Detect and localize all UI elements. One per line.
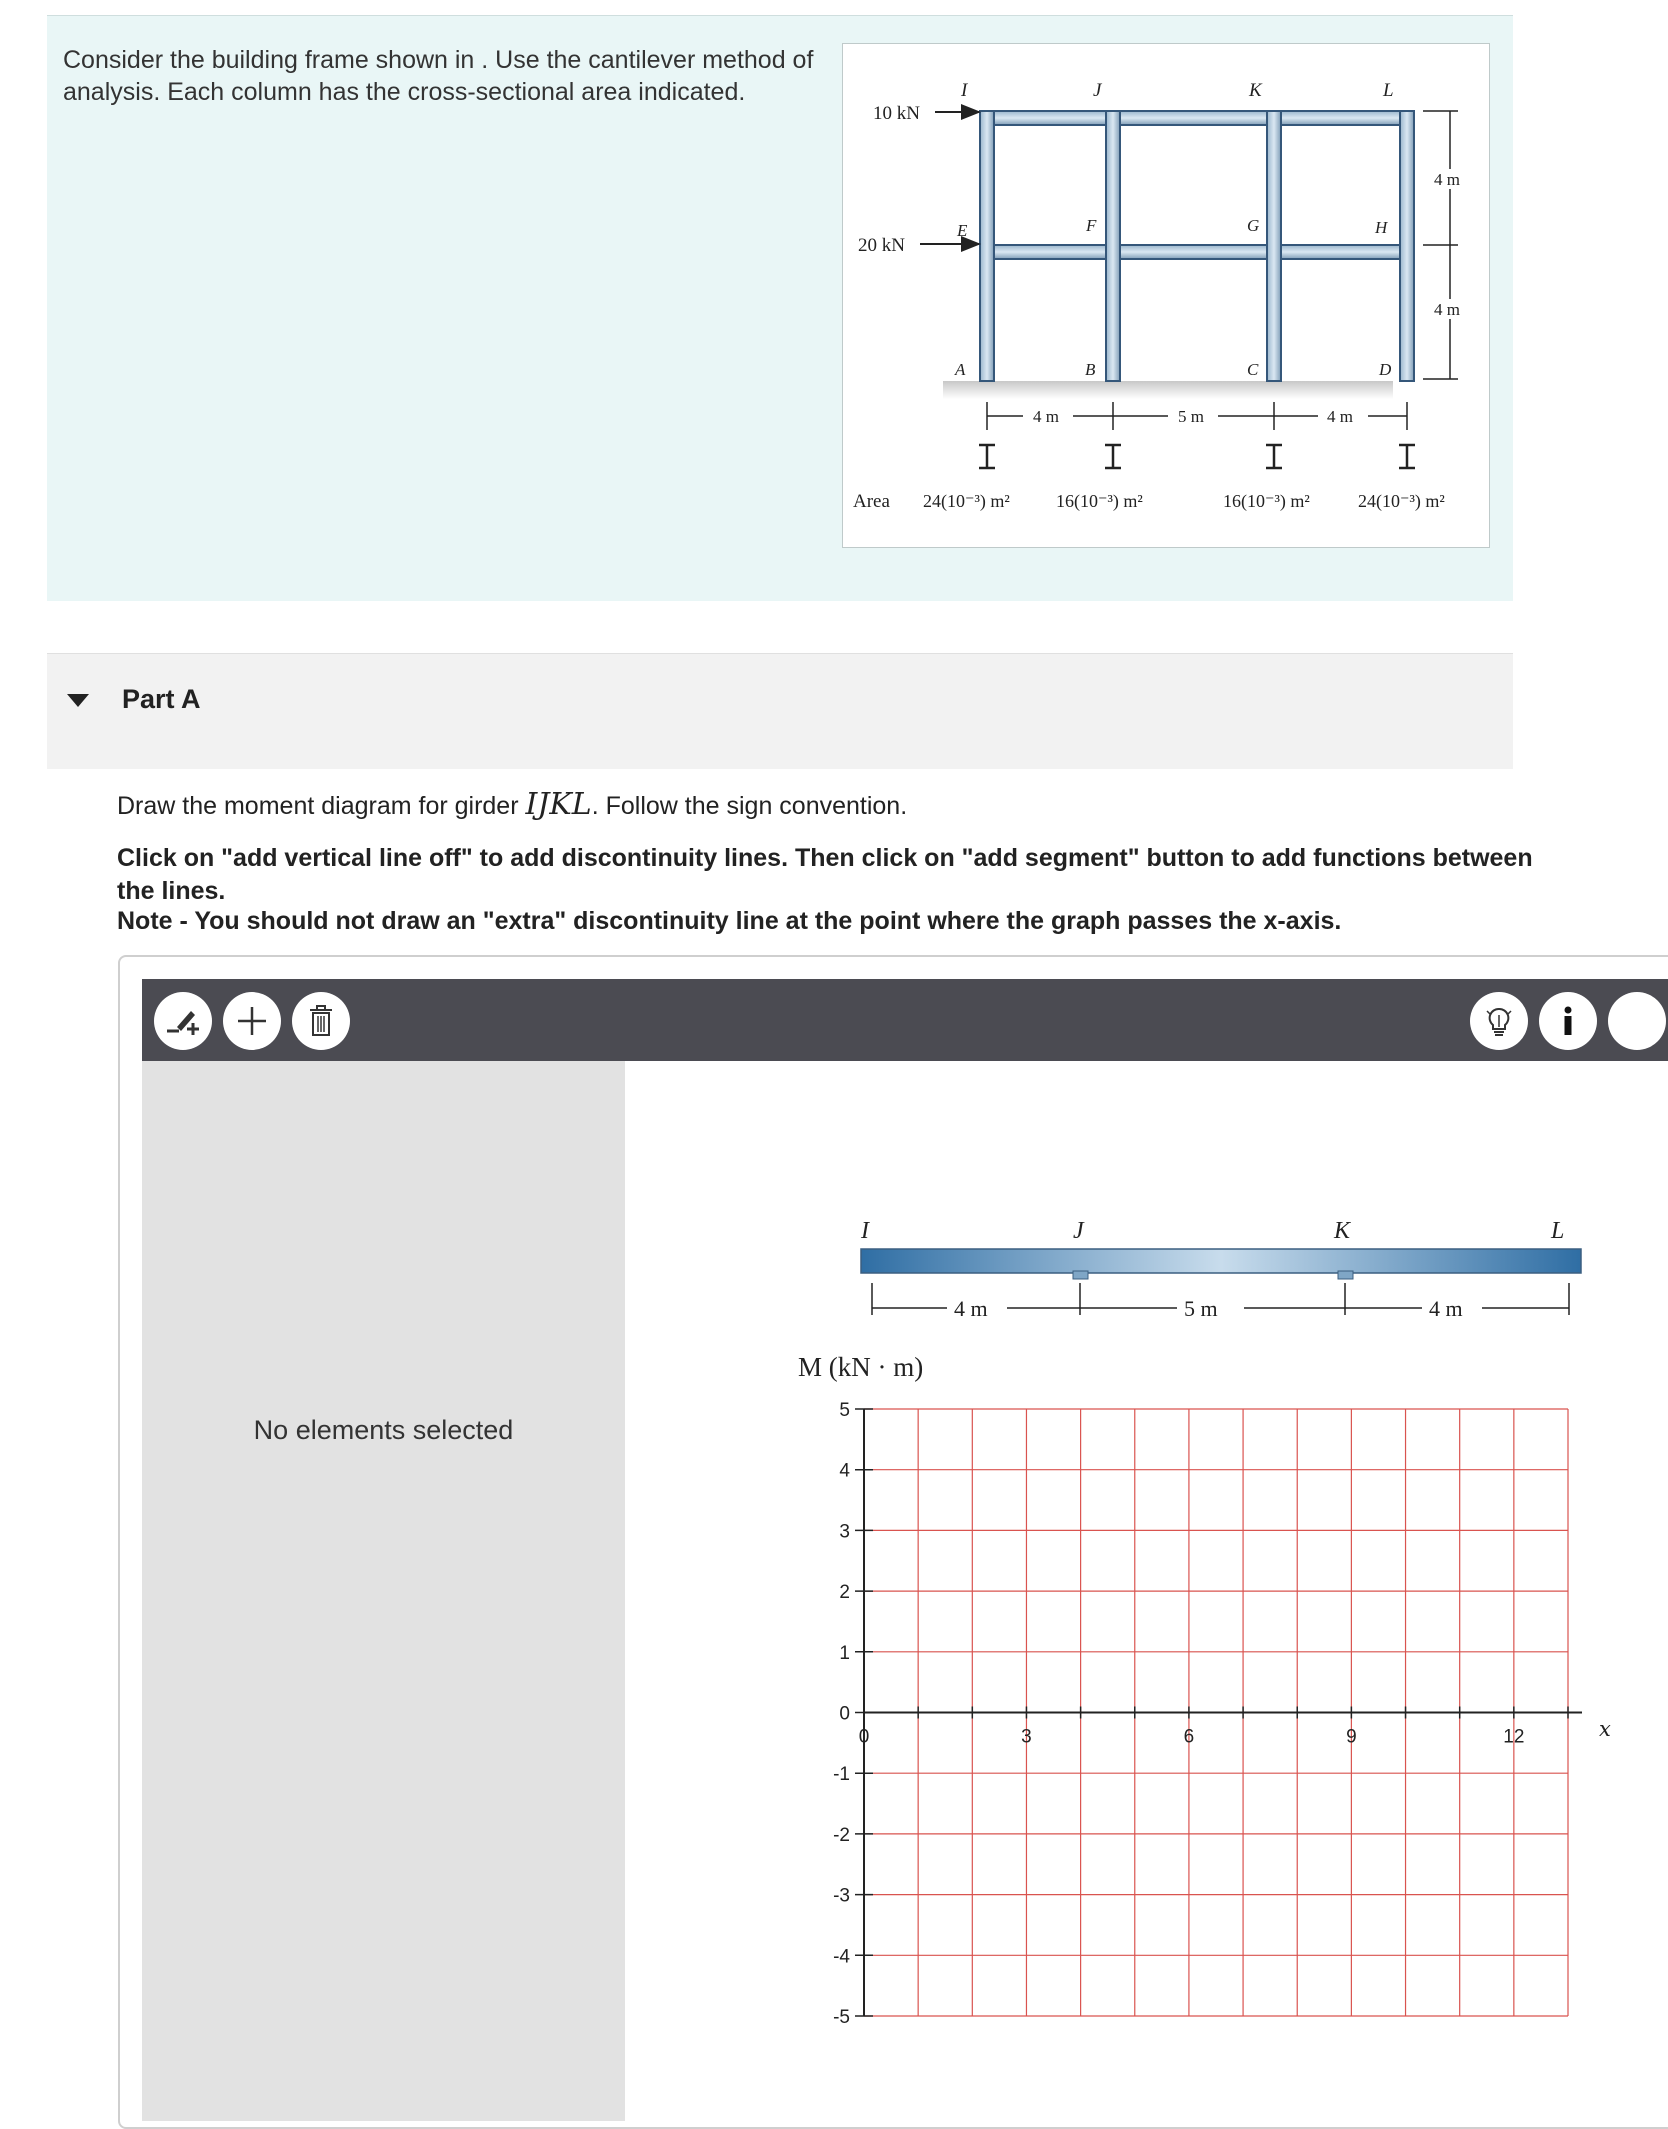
- top-girder: [980, 111, 1414, 125]
- y-tick-label: 1: [839, 1642, 850, 1664]
- instruction-steps: Click on "add vertical line off" to add discontinuity lines. Then click on "add segment" button to add functions between the lines.: [117, 844, 1533, 905]
- hint-button[interactable]: [1470, 992, 1528, 1050]
- info-button[interactable]: [1539, 992, 1597, 1050]
- ground: [943, 381, 1393, 399]
- x-tick-label: 3: [1021, 1726, 1032, 1748]
- problem-box: [47, 15, 1513, 601]
- span-1-label: 4 m: [1033, 407, 1059, 426]
- joint-J: J: [1093, 80, 1102, 101]
- more-button[interactable]: [1608, 992, 1666, 1050]
- beam-span-1: 4 m: [954, 1296, 988, 1321]
- height-lower-label: 4 m: [1434, 300, 1460, 319]
- y-tick-label: -3: [833, 1885, 850, 1907]
- joint-I: I: [961, 80, 968, 101]
- column-sections: [979, 445, 1415, 468]
- toolbar: [142, 979, 1668, 1061]
- joint-H: H: [1375, 218, 1388, 237]
- selection-status: No elements selected: [253, 1415, 514, 1445]
- beam-label-I: I: [861, 1218, 869, 1244]
- joint-L: L: [1383, 80, 1394, 101]
- height-dimensions: [1423, 111, 1458, 379]
- column-D: [1400, 111, 1414, 381]
- info-icon: [1548, 1001, 1588, 1041]
- y-tick-label: -5: [833, 2007, 850, 2028]
- beam-label-L: L: [1551, 1218, 1565, 1244]
- instruction-main-pre: Draw the moment diagram for girder: [117, 792, 526, 820]
- y-tick-label: -2: [833, 1824, 850, 1846]
- column-A: [980, 111, 994, 381]
- x-tick-label: 6: [1183, 1726, 1195, 1748]
- span-3-label: 4 m: [1327, 407, 1353, 426]
- area-label: Area: [853, 491, 890, 512]
- problem-text: Consider the building frame shown in . Use the cantilever method of analysis. Each column has the cross-sectional area indicated.: [63, 46, 814, 106]
- x-tick-label: 9: [1346, 1726, 1357, 1748]
- hint-icon: [1479, 1001, 1519, 1041]
- collapse-caret-icon[interactable]: [67, 694, 89, 707]
- frame-diagram: [843, 44, 1489, 547]
- beam-span-3: 4 m: [1429, 1296, 1463, 1321]
- y-tick-label: 5: [839, 1400, 850, 1421]
- chart-axes: [833, 1400, 1582, 2028]
- joint-B: B: [1085, 360, 1096, 379]
- y-tick-label: 0: [839, 1703, 850, 1725]
- delete-button[interactable]: [292, 992, 350, 1050]
- load-middle-label: 20 kN: [858, 235, 905, 256]
- part-title: Part A: [122, 684, 201, 714]
- joint-F: F: [1086, 216, 1097, 235]
- middle-girder: [980, 245, 1414, 259]
- instruction-note: Note - You should not draw an "extra" discontinuity line at the point where the graph passes the x-axis.: [117, 907, 1342, 935]
- properties-panel: [142, 1061, 625, 2121]
- joint-E: E: [957, 221, 968, 240]
- instruction-main-post: . Follow the sign convention.: [591, 792, 908, 820]
- area-column-B: 16(10⁻³) m²: [1056, 491, 1143, 511]
- beam-label-K: K: [1334, 1218, 1351, 1244]
- drawing-canvas[interactable]: [632, 1071, 1668, 2121]
- draw-segment-icon: [163, 1001, 203, 1041]
- y-tick-label: -1: [833, 1764, 850, 1786]
- frame-figure: [842, 43, 1490, 548]
- span-2-label: 5 m: [1178, 407, 1204, 426]
- height-upper-label: 4 m: [1434, 170, 1460, 189]
- joint-K: K: [1249, 80, 1262, 101]
- y-tick-label: 2: [839, 1582, 850, 1604]
- part-a-header[interactable]: [47, 653, 1513, 769]
- x-tick-label: 0: [858, 1726, 870, 1748]
- y-tick-label: -4: [833, 1946, 850, 1968]
- girder-name: IJKL: [525, 787, 592, 822]
- y-axis-label: M (kN · m): [798, 1352, 924, 1382]
- girder-figure: [861, 1249, 1581, 1279]
- add-icon: [232, 1001, 272, 1041]
- add-button[interactable]: [223, 992, 281, 1050]
- instruction-main: [117, 787, 1537, 822]
- x-tick-label: 12: [1503, 1726, 1525, 1748]
- x-axis-label: x: [1599, 1717, 1611, 1741]
- joint-D: D: [1379, 360, 1392, 379]
- column-B: [1106, 111, 1120, 381]
- column-C: [1267, 111, 1281, 381]
- draw-segment-button[interactable]: [154, 992, 212, 1050]
- joint-C: C: [1247, 360, 1259, 379]
- moment-diagram-canvas[interactable]: [632, 1071, 1668, 2121]
- y-tick-label: 4: [839, 1460, 850, 1482]
- joint-G: G: [1247, 216, 1260, 235]
- load-top-label: 10 kN: [873, 103, 920, 124]
- beam-label-J: J: [1073, 1218, 1084, 1244]
- area-column-C: 16(10⁻³) m²: [1223, 491, 1310, 511]
- area-column-D: 24(10⁻³) m²: [1358, 491, 1445, 511]
- joint-A: A: [955, 360, 966, 379]
- beam-span-2: 5 m: [1184, 1296, 1218, 1321]
- trash-icon: [301, 1001, 341, 1041]
- y-tick-label: 3: [839, 1521, 850, 1543]
- area-column-A: 24(10⁻³) m²: [923, 491, 1010, 511]
